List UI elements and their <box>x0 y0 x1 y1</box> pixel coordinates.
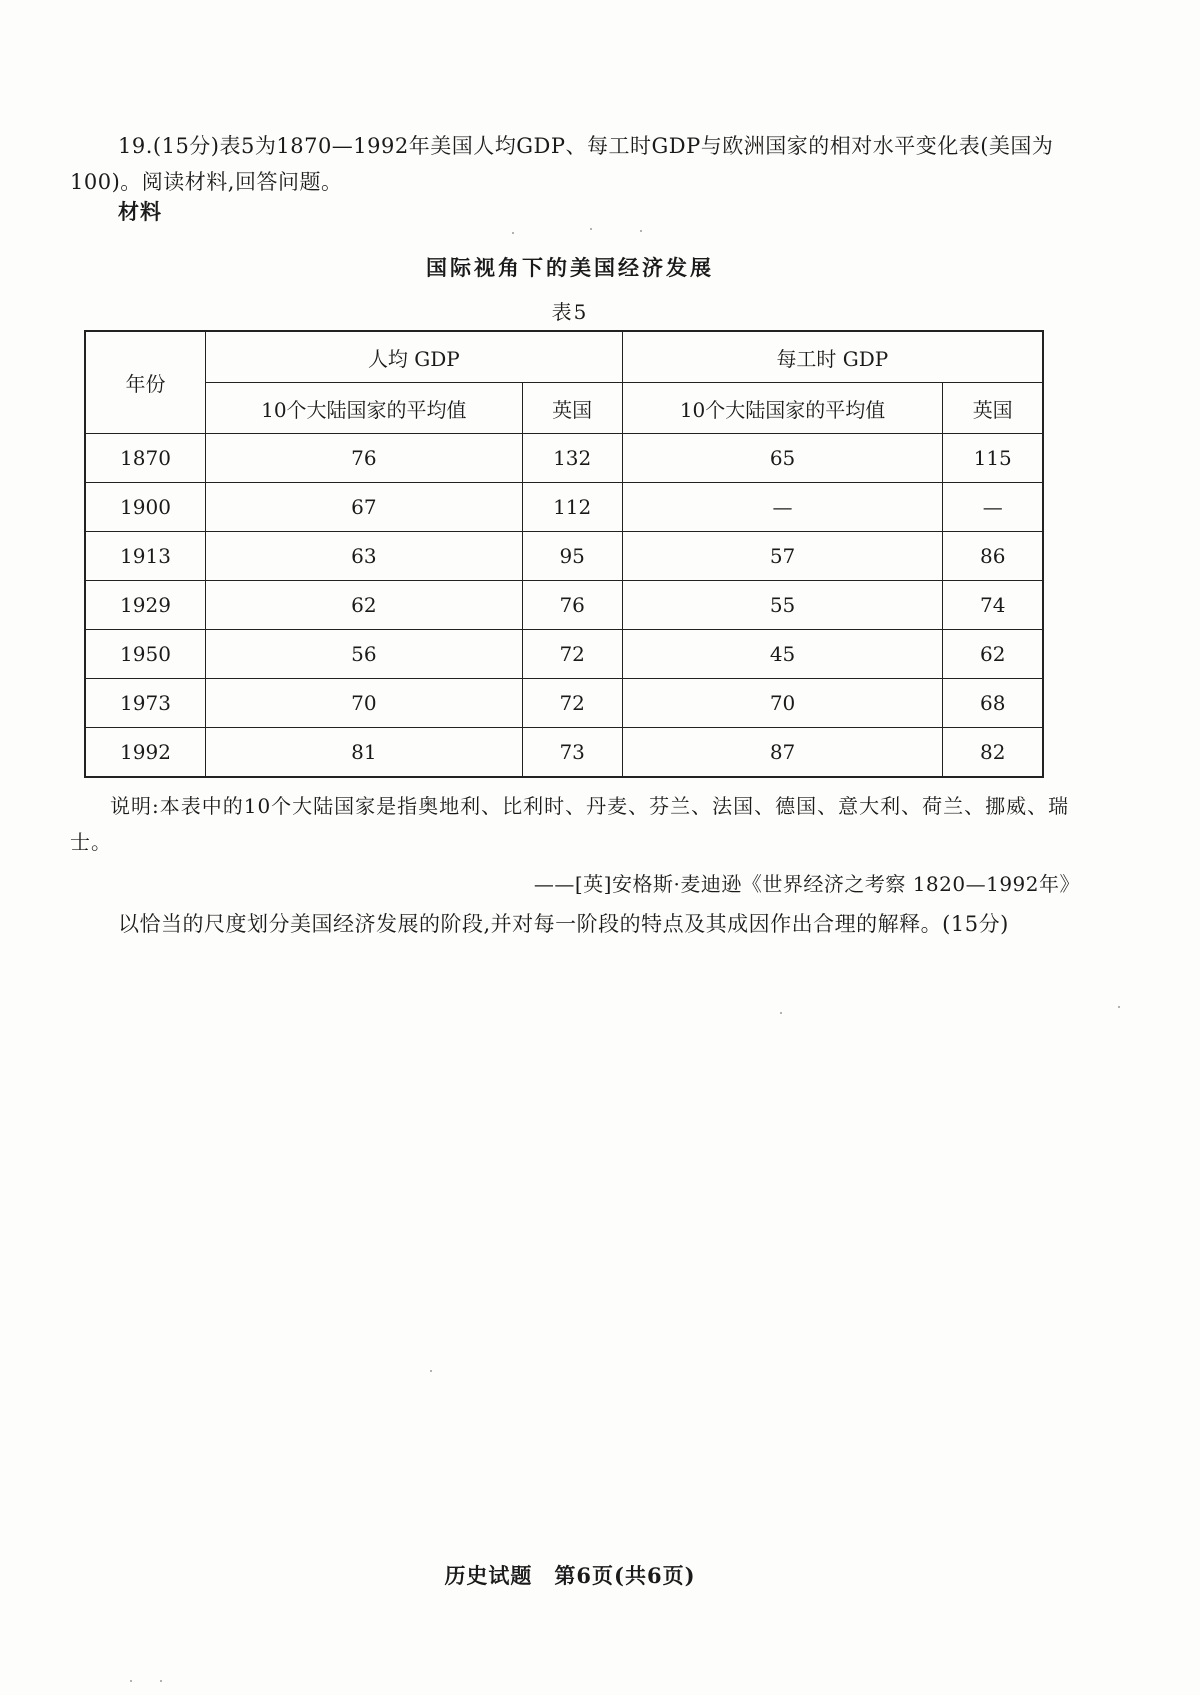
scan-speck <box>640 230 642 232</box>
cell-avg-per-hour: 70 <box>622 679 943 728</box>
table-row <box>85 434 1043 483</box>
table-note: 说明:本表中的10个大陆国家是指奥地利、比利时、丹麦、芬兰、法国、德国、意大利、荷兰、挪威、瑞士。 <box>70 794 1070 854</box>
cell-uk-per-hour: 86 <box>943 532 1043 581</box>
cell-year: 1913 <box>85 532 206 581</box>
data-table <box>84 330 1044 778</box>
cell-avg-per-capita: 56 <box>206 630 523 679</box>
table-row <box>85 483 1043 532</box>
task-prompt: 以恰当的尺度划分美国经济发展的阶段,并对每一阶段的特点及其成因作出合理的解释。(15分) <box>118 912 1009 936</box>
cell-uk-per-capita: 72 <box>522 679 622 728</box>
header-year: 年份 <box>85 331 206 434</box>
header-uk-per-hour: 英国 <box>943 383 1043 434</box>
cell-uk-per-capita: 72 <box>522 630 622 679</box>
cell-avg-per-capita: 70 <box>206 679 523 728</box>
header-per-hour-gdp: 每工时 GDP <box>622 331 1043 383</box>
table-row <box>85 630 1043 679</box>
header-avg-per-hour: 10个大陆国家的平均值 <box>622 383 943 434</box>
cell-year: 1992 <box>85 728 206 778</box>
cell-uk-per-hour: 68 <box>943 679 1043 728</box>
header-uk-per-capita: 英国 <box>522 383 622 434</box>
material-label: 材料 <box>118 199 162 224</box>
scan-speck <box>1118 1006 1120 1008</box>
cell-uk-per-capita: 76 <box>522 581 622 630</box>
question-text: 19.(15分)表5为1870—1992年美国人均GDP、每工时GDP与欧洲国家的相对水平变化表(美国为100)。阅读材料,回答问题。 <box>70 134 1054 194</box>
table-row <box>85 679 1043 728</box>
scan-speck <box>130 1680 132 1682</box>
cell-avg-per-hour: 45 <box>622 630 943 679</box>
table-row <box>85 532 1043 581</box>
cell-avg-per-hour: 87 <box>622 728 943 778</box>
cell-uk-per-hour: — <box>943 483 1043 532</box>
table-title: 国际视角下的美国经济发展 <box>426 255 714 280</box>
scan-speck <box>512 232 514 234</box>
cell-avg-per-capita: 62 <box>206 581 523 630</box>
cell-avg-per-capita: 67 <box>206 483 523 532</box>
page-footer: 历史试题 第6页(共6页) <box>444 1563 696 1588</box>
cell-avg-per-hour: — <box>622 483 943 532</box>
cell-uk-per-capita: 73 <box>522 728 622 778</box>
cell-year: 1973 <box>85 679 206 728</box>
cell-avg-per-capita: 81 <box>206 728 523 778</box>
cell-avg-per-hour: 55 <box>622 581 943 630</box>
cell-uk-per-capita: 112 <box>522 483 622 532</box>
scan-speck <box>430 1370 432 1372</box>
table-row <box>85 728 1043 778</box>
source-citation: ——[英]安格斯·麦迪逊《世界经济之考察 1820—1992年》 <box>533 872 1080 896</box>
cell-year: 1900 <box>85 483 206 532</box>
cell-year: 1870 <box>85 434 206 483</box>
table-caption: 表5 <box>551 300 589 324</box>
cell-avg-per-hour: 57 <box>622 532 943 581</box>
cell-uk-per-hour: 115 <box>943 434 1043 483</box>
cell-uk-per-hour: 74 <box>943 581 1043 630</box>
table-row <box>85 581 1043 630</box>
scan-speck <box>780 1012 782 1014</box>
cell-uk-per-hour: 62 <box>943 630 1043 679</box>
cell-uk-per-capita: 95 <box>522 532 622 581</box>
cell-avg-per-hour: 65 <box>622 434 943 483</box>
cell-year: 1929 <box>85 581 206 630</box>
cell-avg-per-capita: 63 <box>206 532 523 581</box>
cell-avg-per-capita: 76 <box>206 434 523 483</box>
cell-uk-per-hour: 82 <box>943 728 1043 778</box>
header-avg-per-capita: 10个大陆国家的平均值 <box>206 383 523 434</box>
cell-uk-per-capita: 132 <box>522 434 622 483</box>
header-per-capita-gdp: 人均 GDP <box>206 331 623 383</box>
cell-year: 1950 <box>85 630 206 679</box>
scan-speck <box>160 1680 162 1682</box>
scan-speck <box>590 228 592 230</box>
